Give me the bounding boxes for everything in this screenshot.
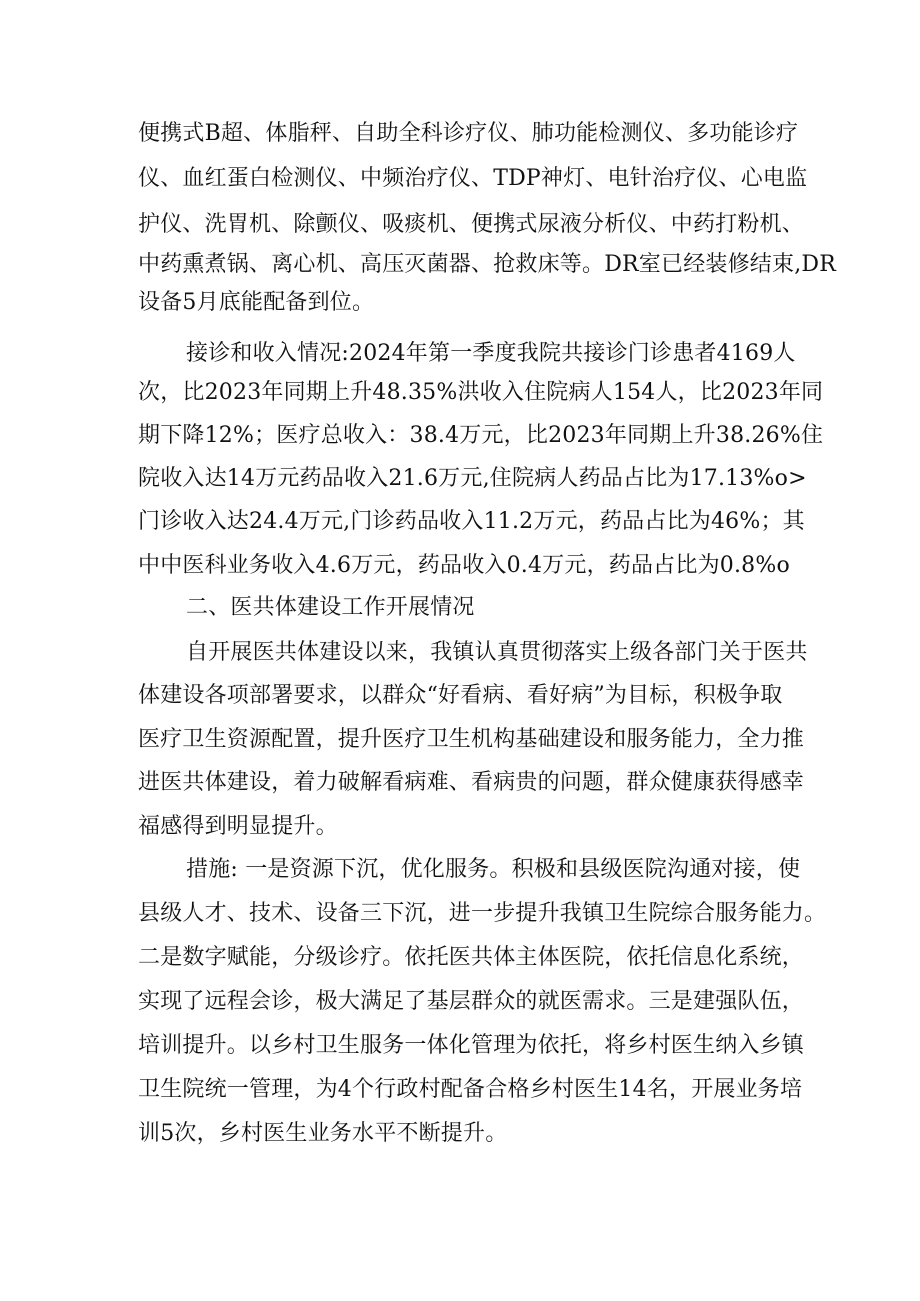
text-line: 培训提升。以乡村卫生服务一体化管理为依托，将乡村医生纳入乡镇 xyxy=(138,1033,805,1058)
text-line: 卫生院统一管理，为4个行政村配备合格乡村医生14名，开展业务培 xyxy=(138,1077,803,1102)
text-line: 体建设各项部署要求，以群众“好看病、看好病”为目标，积极争取 xyxy=(138,683,783,708)
text-line: 福感得到明显提升。 xyxy=(138,814,338,839)
text-line: 实现了远程会诊，极大满足了基层群众的就医需求。三是建强队伍， xyxy=(138,989,805,1014)
text-line: 中中医科业务收入4.6万元，药品收入0.4万元，药品占比为0.8%o xyxy=(138,553,790,578)
text-line: 接诊和收入情况:2024年第一季度我院共接诊门诊患者4169人 xyxy=(186,341,796,366)
text-line: 中药熏煮锅、离心机、高压灭菌器、抢救床等。DR室已经装修结束,DR xyxy=(138,252,837,277)
text-line: 院收入达14万元药品收入21.6万元,住院病人药品占比为17.13%o> xyxy=(138,466,807,491)
text-line: 门诊收入达24.4万元,门诊药品收入11.2万元，药品占比为46%；其 xyxy=(138,509,805,534)
section-heading: 二、医共体建设工作开展情况 xyxy=(186,595,475,620)
text-line: 便携式B超、体脂秤、自助全科诊疗仪、肺功能检测仪、多功能诊疗 xyxy=(138,121,799,146)
text-line: 县级人才、技术、设备三下沉，进一步提升我镇卫生院综合服务能力。 xyxy=(138,901,827,926)
text-line: 期下降12%；医疗总收入：38.4万元，比2023年同期上升38.26%住 xyxy=(138,423,824,448)
text-line: 自开展医共体建设以来，我镇认真贯彻落实上级各部门关于医共 xyxy=(186,640,808,665)
text-line: 医疗卫生资源配置，提升医疗卫生机构基础建设和服务能力，全力推 xyxy=(138,727,805,752)
text-line: 措施: 一是资源下沉，优化服务。积极和县级医院沟通对接，使 xyxy=(186,857,801,882)
text-line: 仪、血红蛋白检测仪、中频治疗仪、TDP神灯、电针治疗仪、心电监 xyxy=(138,166,808,191)
text-line: 进医共体建设，着力破解看病难、看病贵的问题，群众健康获得感幸 xyxy=(138,770,805,795)
text-line: 设备5月底能配备到位。 xyxy=(138,290,375,315)
text-line: 训5次，乡村医生业务水平不断提升。 xyxy=(138,1121,508,1146)
text-line: 护仪、洗胃机、除颤仪、吸痰机、便携式尿液分析仪、中药打粉机、 xyxy=(138,212,805,237)
text-line: 次，比2023年同期上升48.35%洪收入住院病人154人，比2023年同 xyxy=(138,380,824,405)
text-line: 二是数字赋能，分级诊疗。依托医共体主体医院，依托信息化系统， xyxy=(138,945,805,970)
